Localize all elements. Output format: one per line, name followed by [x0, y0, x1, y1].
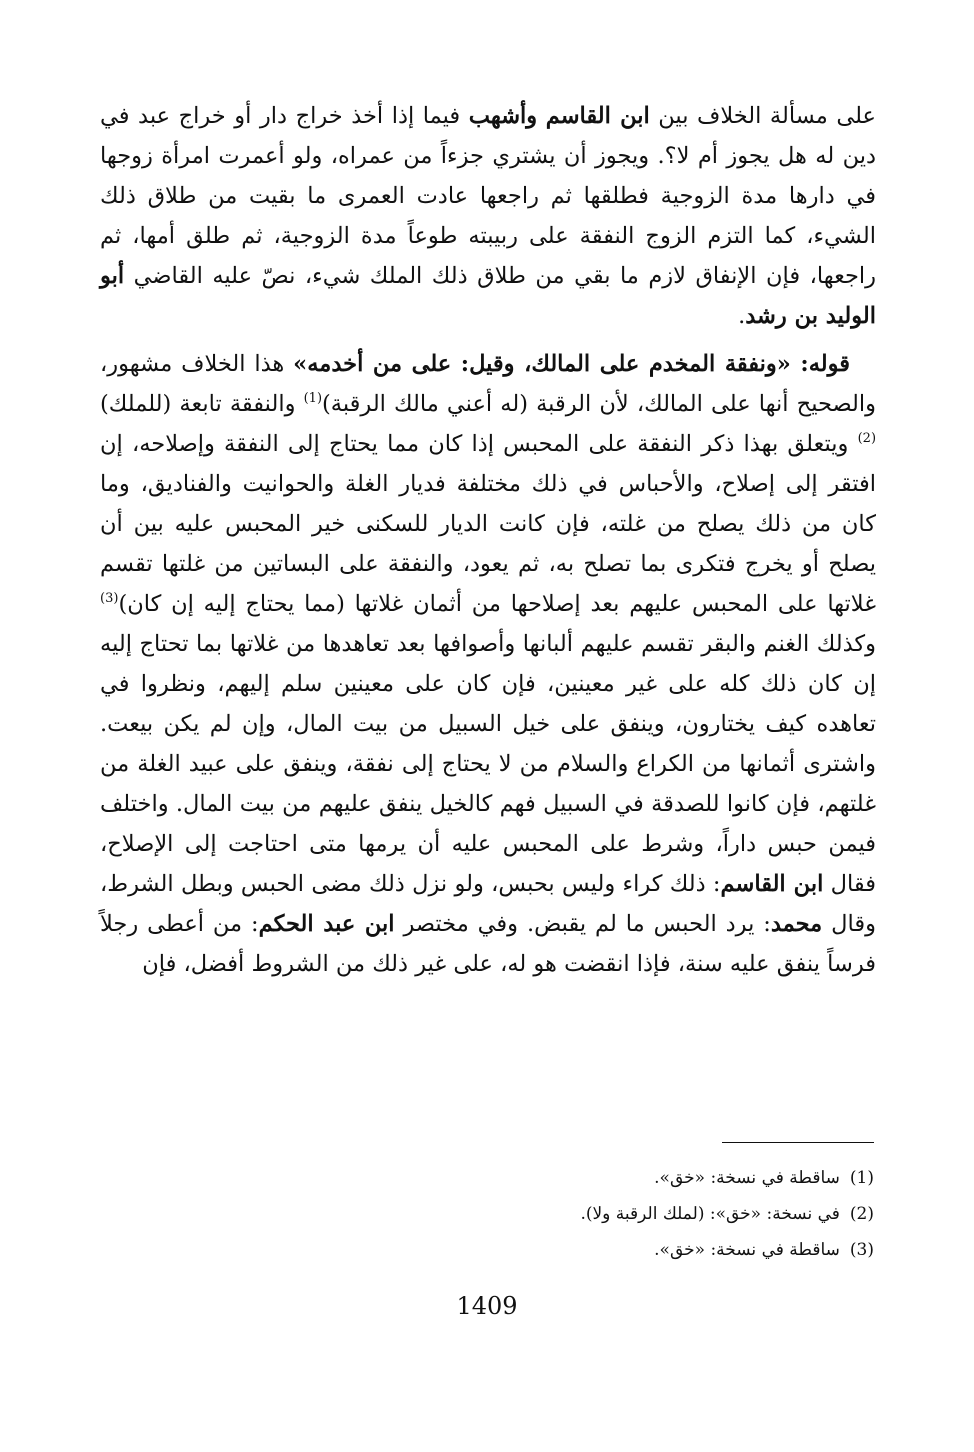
page-number: 1409 — [456, 1292, 518, 1320]
text-run: : من أعطى رجلاً فرساً ينفق عليه سنة، فإذا انقضت هو له، على غير ذلك من الشروط أفضل، فإن — [100, 911, 876, 977]
footnote-ref-2: (2) — [857, 431, 877, 446]
bold-name-abu-alwalid: أبو الوليد بن رشد — [100, 263, 876, 329]
main-text — [100, 96, 876, 984]
footnote-1 — [374, 1160, 874, 1196]
text-run: وكذلك الغنم والبقر تقسم عليهم ألبانها وأصوافها بعد تعاهدها من غلاتها بما تحتاج إليه إن كان ذلك كله على غير معينين، فإن كان على معينين سلم إليهم، ونظروا في تعاهده كيف يختارون، وينفق على خيل السبيل من بيت المال، وإن لم يكن بيعت. واشترى أثمانها من الكراع والسلام من لا يحتاج إلى نفقة، وينفق على عبيد الغلة من غلتهم، فإن كانوا للصدقة في السبيل فهم كالخيل ينفق عليهم من بيت المال. واختلف فيمن حبس داراً، وشرط على المحبس عليه أن يرمها متى احتاجت إلى الإصلاح، فقال — [100, 631, 876, 897]
text-run: . — [738, 303, 746, 329]
footnote-ref-1: (1) — [303, 391, 323, 406]
footnote-number: (3) — [849, 1240, 874, 1260]
footnote-separator — [722, 1142, 874, 1143]
footnote-number: (1) — [849, 1168, 874, 1188]
bold-name-ibn-alqasim: ابن القاسم — [720, 871, 824, 897]
text-run: هذا الخلاف مشهور، والصحيح أنها على المالك، لأن الرقبة (له أعني مالك الرقبة) — [100, 351, 876, 417]
footnote-text: ساقطة في نسخة: «خق». — [654, 1240, 840, 1260]
text-run: : يرد الحبس ما لم يقبض. وفي مختصر — [394, 911, 771, 937]
footnote-2 — [374, 1196, 874, 1232]
bold-name-ibn-abd-alhakam: ابن عبد الحكم — [258, 911, 395, 937]
footnote-ref-3: (3) — [100, 591, 119, 606]
bold-name-ashhab: وأشهب — [468, 103, 538, 129]
text-run: : ذلك كراء وليس بحبس، ولو نزل ذلك مضى الحبس وبطل الشرط، وقال — [100, 871, 876, 937]
bold-name-ibn-alqasim: ابن القاسم — [545, 103, 650, 129]
text-run: فيما إذا أخذ خراج دار أو خراج عبد في دين له هل يجوز أم لا؟. ويجوز أن يشتري جزءاً من عمراه، ولو أعمرت امرأة زوجها في دارها مدة الزوجية فطلقها ثم راجعها عادت العمرى ما بقيت من طلاق ذلك الشيء، كما التزم الزوج النفقة على ربيبته طوعاً مدة الزوجية، ثم طلق أمها، ثم راجعها، فإن الإنفاق لازم ما بقي من طلاق ذلك الملك شيء، نصّ عليه القاضي — [100, 103, 876, 289]
bold-name-muhammad: محمد — [770, 911, 823, 937]
footnote-text: ساقطة في نسخة: «خق». — [654, 1168, 840, 1188]
bold-quote-heading: قوله: «ونفقة المخدم على المالك، وقيل: على من أخدمه» — [293, 351, 850, 377]
footnote-text: في نسخة: «خق»: (لملك الرقبة ولا). — [580, 1204, 840, 1224]
text-run — [537, 103, 546, 129]
footnotes — [374, 1160, 874, 1268]
paragraph-1 — [100, 96, 876, 336]
footnote-number: (2) — [849, 1204, 874, 1224]
text-run: والنفقة تابعة (للملك) — [100, 391, 304, 417]
text-run: ويتعلق بهذا ذكر النفقة على المحبس إذا كان مما يحتاج إلى النفقة وإصلاحه، إن افتقر إلى إصلاح، والأحباس في ذلك مختلفة فديار الغلة والحوانيت والفناديق، وما كان من ذلك يصلح من غلته، فإن كانت الديار للسكنى خير المحبس عليه بين أن يصلح أو يخرج فتكرى بما تصلح به، ثم يعود، والنفقة على البساتين من غلتها تقسم غلاتها على المحبس عليهم بعد إصلاحها من أثمان غلاتها (مما يحتاج إليه إن كان) — [100, 431, 876, 617]
paragraph-2 — [100, 344, 876, 984]
text-run: على مسألة الخلاف بين — [649, 103, 876, 129]
footnote-3 — [374, 1232, 874, 1268]
